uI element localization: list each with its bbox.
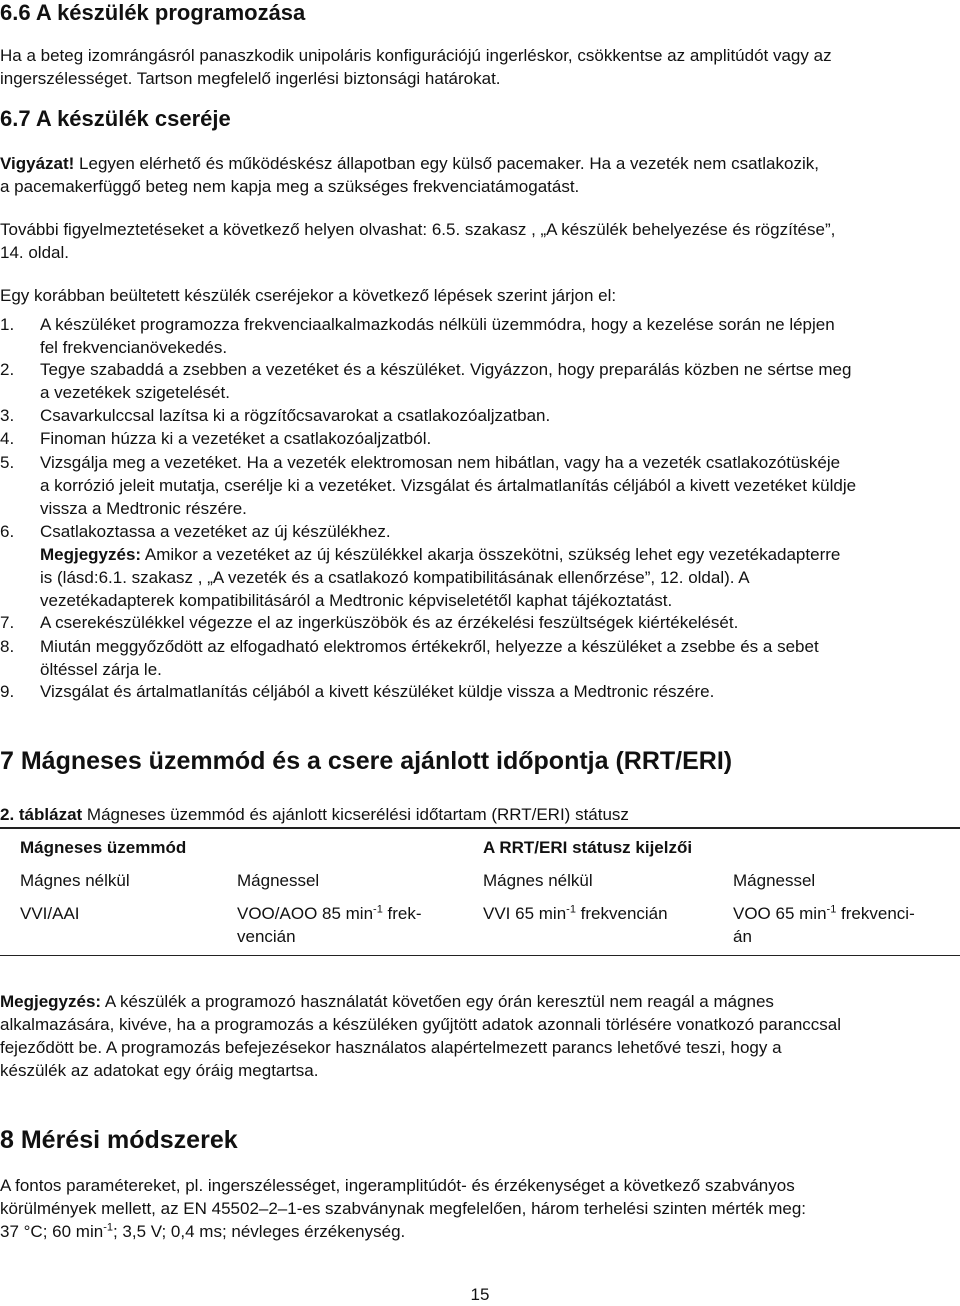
- warning-label: Vigyázat!: [0, 154, 75, 173]
- step-number: 9.: [0, 682, 15, 701]
- table-sub-header: Mágnes nélkül: [483, 871, 593, 890]
- superscript: -1: [103, 1221, 113, 1234]
- text-line: Legyen elérhető és működéskész állapotban egy külső pacemaker. Ha a vezeték nem csatlakozik,: [74, 154, 819, 173]
- step-number: 2.: [0, 360, 15, 379]
- note-label: Megjegyzés:: [40, 545, 142, 564]
- text-line: Vizsgálja meg a vezetéket. Ha a vezeték elektromosan nem hibátlan, vagy ha a vezeték csatlakozótüskéje: [40, 453, 841, 472]
- cell-text: VOO 65 min: [733, 904, 827, 923]
- cell-text: frekvenci-: [836, 904, 915, 923]
- paragraph-6-6: [0, 44, 958, 90]
- table-caption: [0, 803, 958, 826]
- text-line: A fontos paramétereket, pl. ingerszélességet, ingeramplitúdót- és érzékenységet a következő szabványos: [0, 1176, 795, 1195]
- measurement-paragraph: [0, 1174, 958, 1243]
- note-label: Megjegyzés:: [0, 992, 102, 1011]
- text-line: A készüléket programozza frekvenciaalkalmazkodás nélküli üzemmódra, hogy a kezelése során ne lépjen: [40, 315, 835, 334]
- table-cell: VVI/AAI: [20, 904, 80, 923]
- table-sub-header: Mágnes nélkül: [20, 871, 130, 890]
- table-caption-text: Mágneses üzemmód és ajánlott kicserélési időtartam (RRT/ERI) státusz: [82, 805, 629, 824]
- text-line: vezetékadapterek kompatibilitásáról a Medtronic képviseletétől kaphat tájékoztatást.: [40, 591, 673, 610]
- step-number: 3.: [0, 406, 15, 425]
- superscript: -1: [373, 903, 383, 916]
- magnet-note: [0, 990, 958, 1082]
- table-sub-header: Mágnessel: [733, 871, 816, 890]
- step-number: 8.: [0, 637, 15, 656]
- step-number: 4.: [0, 429, 15, 448]
- text-line: alkalmazására, kivéve, ha a programozás a készüléken gyűjtött adatok azonnali törlésére vonatkozó paranccsal: [0, 1015, 842, 1034]
- cell-text: án: [733, 927, 752, 946]
- text-line: vissza a Medtronic részére.: [40, 499, 247, 518]
- text-line: További figyelmeztetéseket a következő helyen olvashat: 6.5. szakasz , „A készülék behelyezése és rögzítése”,: [0, 220, 836, 239]
- text-line: is (lásd:6.1. szakasz , „A vezeték és a csatlakozó kompatibilitásának ellenőrzése”, 12. oldal). A: [40, 568, 750, 587]
- text-line: Tegye szabaddá a zsebben a vezetéket és a készüléket. Vigyázzon, hogy preparálás közben ne sértse meg: [40, 360, 852, 379]
- text-line: körülmények mellett, az EN 45502–2–1-es szabványnak megfelelően, három terhelési szinten mérték meg:: [0, 1199, 807, 1218]
- text-line: A készülék a programozó használatát követően egy órán keresztül nem reagál a mágnes: [101, 992, 774, 1011]
- table-top-rule: [0, 827, 960, 829]
- table-caption-label: 2. táblázat: [0, 805, 83, 824]
- text-line: Miután meggyőződött az elfogadható elektromos értékekről, helyezze a készüléket a zsebbe és a sebet: [40, 637, 819, 656]
- section-heading-7: 7 Mágneses üzemmód és a csere ajánlott időpontja (RRT/ERI): [0, 747, 733, 775]
- section-heading-8: 8 Mérési módszerek: [0, 1126, 238, 1154]
- text-line: készülék az adatokat egy óráig megtartsa.: [0, 1061, 319, 1080]
- table-bottom-rule: [0, 955, 960, 956]
- text-line: 14. oldal.: [0, 243, 69, 262]
- table-group-header: A RRT/ERI státusz kijelzői: [483, 838, 693, 857]
- text-line: a vezetékek szigetelését.: [40, 383, 230, 402]
- step-number: 5.: [0, 453, 15, 472]
- text-line: Csatlakoztassa a vezetéket az új készülékhez.: [40, 522, 391, 541]
- table-sub-header: Mágnessel: [237, 871, 320, 890]
- cell-text: VOO/AOO 85 min: [237, 904, 374, 923]
- table-group-header: Mágneses üzemmód: [20, 838, 187, 857]
- text-line: Vizsgálat és ártalmatlanítás céljából a kivett készüléket küldje vissza a Medtronic részére.: [40, 682, 715, 701]
- superscript: -1: [826, 903, 837, 916]
- cell-text: VVI 65 min: [483, 904, 567, 923]
- text-line: fel frekvencianövekedés.: [40, 338, 228, 357]
- superscript: -1: [566, 903, 576, 916]
- cell-text: frekvencián: [575, 904, 668, 923]
- text-line: Amikor a vezetéket az új készülékkel akarja összekötni, szükség lehet egy vezetékadapterre: [141, 545, 841, 564]
- text-line: Ha a beteg izomrángásról panaszkodik unipoláris konfigurációjú ingerléskor, csökkentse az amplitúdót vagy az: [0, 46, 832, 65]
- text-line: Finoman húzza ki a vezetéket a csatlakozóaljzatból.: [40, 429, 432, 448]
- text-line: A cserekészülékkel végezze el az ingerküszöbök és az érzékelési feszültségek kiértékelését.: [40, 613, 739, 632]
- page-number: 15: [470, 1285, 490, 1304]
- cell-text: frek-: [382, 904, 422, 923]
- table-cell: [237, 902, 467, 948]
- steps-intro: Egy korábban beültetett készülék cseréjekor a következő lépések szerint járjon el:: [0, 286, 617, 305]
- reference-paragraph: [0, 218, 958, 264]
- text-line: fejeződött be. A programozás befejezésekor használatos alapértelmezett parancs lehetővé teszi, hogy a: [0, 1038, 782, 1057]
- step-number: 6.: [0, 522, 15, 541]
- text-line: a korrózió jeleit mutatja, cserélje ki a vezetéket. Vizsgálat és ártalmatlanítás céljából a kivett vezetéket küldje: [40, 476, 857, 495]
- section-heading-6-7: 6.7 A készülék cseréje: [0, 106, 231, 131]
- cell-text: vencián: [237, 927, 296, 946]
- table-cell: [483, 902, 668, 925]
- text-line: 37 °C; 60 min: [0, 1222, 104, 1241]
- text-line: Csavarkulccsal lazítsa ki a rögzítőcsavarokat a csatlakozóaljzatban.: [40, 406, 551, 425]
- step-number: 1.: [0, 315, 15, 334]
- step-number: 7.: [0, 613, 15, 632]
- table-cell: [733, 902, 958, 948]
- text-line: a pacemakerfüggő beteg nem kapja meg a szükséges frekvenciatámogatást.: [0, 177, 580, 196]
- warning-paragraph: [0, 152, 958, 198]
- section-heading-6-6: 6.6 A készülék programozása: [0, 0, 306, 25]
- text-line: öltéssel zárja le.: [40, 660, 162, 679]
- text-line: ; 3,5 V; 0,4 ms; névleges érzékenység.: [112, 1222, 406, 1241]
- text-line: ingerszélességet. Tartson megfelelő ingerlési biztonsági határokat.: [0, 69, 501, 88]
